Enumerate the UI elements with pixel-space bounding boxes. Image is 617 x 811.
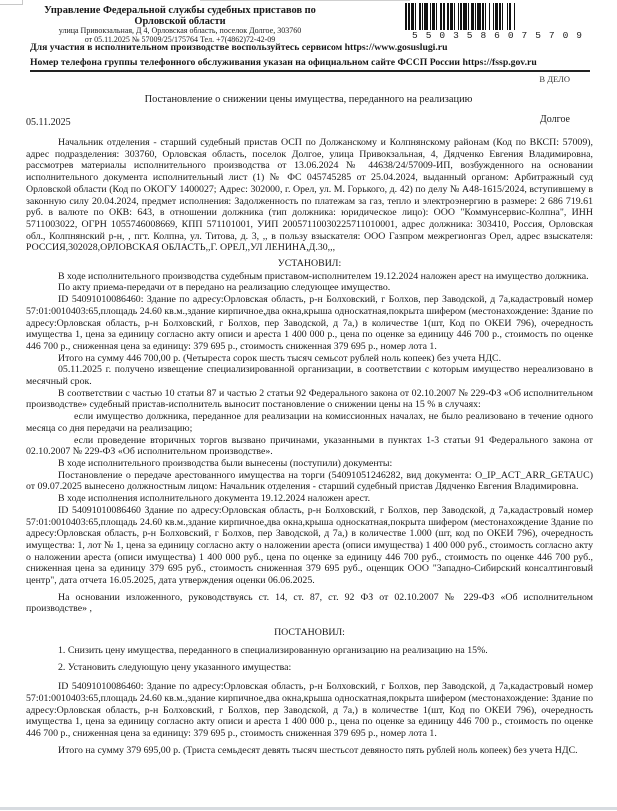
barcode-digit: 0 xyxy=(439,30,446,41)
barcode-digit: 8 xyxy=(480,30,487,41)
resolved-item: 2. Установить следующую цену указанного имущества: xyxy=(58,661,292,673)
organization-address: улица Привокзальная, Д 4, Орловская область, поселок Долгое, 303760 xyxy=(58,26,302,35)
established-paragraph: В ходе исполнительного производства были вынесены (поступили) документы: xyxy=(58,457,393,469)
letterhead xyxy=(30,5,330,44)
intro-paragraph: Начальник отделения - старший судебный пристав ОСП по Должанскому и Колпнянскому районам (Код по ВКСП: 57009), адрес подразделения: 303760, Орловская область, поселок Долгое, улица Привокзальная, 4, Дядченко Евгения Владимировна, рассмотрев материалы исполнительного производства от 13.06.2024 № 44638/24/57009-ИП, возбужденного на основании исполнительного документа исполнительный лист (1) № ФС 045745285 от 25.04.2024, выданный органом: Арбитражный суд Орловской области (Код по ОКОГУ 1400027; Адрес: 302000, г. Орел, ул. М. Горького, д. 42) по делу № А48-1615/2024, вступившему в законную силу 20.04.2024, предмет исполнения: Задолженность по платежам за газ, тепло и электроэнергию в размере: 2 686 719.61 руб. в валюте по ОКВ: 643, в отношении должника (тип должника: юридическое лицо): ООО "Коммунсервис-Колпна", ИНН 5711003022, ОГРН 1055746008669, КПП 571101001, УИП 20057110030225711010001, адрес должника: 303410, Россия, Орловская обл., Колпнянский р-н, , пгт. Колпна, ул. Титова, д. 3, ,, в пользу взыскателя: ООО Газпром межрегионгаз Орел, адрес взыскателя: РОССИЯ,302028,ОРЛОВСКАЯ ОБЛАСТЬ,,Г. ОРЕЛ,,УЛ ЛЕНИНА,Д.30,,, xyxy=(26,137,593,254)
established-paragraph: В ходе исполнительного производства судебным приставом-исполнителем 19.12.2024 наложен арест на имущество должника. xyxy=(58,270,589,282)
established-paragraph: ID 54091010086460: Здание по адресу:Орловская область, р-н Болховский, г Болхов, пер Заводской, д 7а,кадастровый номер 57:01:0010403:65,площадь 24.60 кв.м.,здание кирпичное,два окна,крыша односкатная,покрыта шифером (местонахождение: Здание по адресу:Орловская область, р-н Болховский, г Болхов, пер Заводской, д 7а,) в количестве 1(шт, Код по ОКЕИ 796), очередность имущества 1, цена за единицу согласно акту описи и ареста 1 400 000 р., цена по оценке за единицу 446 700 р., стоимость по оценке 446 700 р., сниженная цена за единицу: 379 695 р., стоимость сниженная 379 695 р., номер лота 1. xyxy=(26,294,593,352)
established-paragraph: ID 54091010086460 Здание по адресу:Орловская область, р-н Болховский, г Болхов, пер Заводской, д 7а,кадастровый номер 57:01:0010403:65,площадь 24.60 кв.м.,здание кирпичное,два окна,крыша односкатная,покрыта шифером (местонахождение Здание по адресу:Орловская область, р-н Болховский, г Болхов, пер Заводской, д 7а,) в количестве 1.000 (шт, код по ОКЕИ 796), очередность имущества: 1, лот № 1, цена за единицу согласно акту о наложении ареста (описи имущества) 1 400 000 руб., стоимость согласно акту о наложении ареста (описи имущества) 1 400 000 руб., цена по оценке за единицу 446 700 руб., стоимость по оценке 446 700 руб., сниженная цена за единицу 379 695 руб., стоимость сниженная 379 695 руб., оценщик ООО "Западно-Сибирский консалтинговый центр", дата отчета 16.05.2025, дата утверждения оценки 06.06.2025. xyxy=(26,504,593,587)
barcode-digit: 9 xyxy=(576,30,582,41)
scan-edge-line xyxy=(200,0,410,1)
scan-edge xyxy=(0,0,23,5)
established-paragraph: Итого на сумму 446 700,00 р. (Четыреста сорок шесть тысяч семьсот рублей ноль копеек) без учета НДС. xyxy=(58,352,502,364)
established-paragraph: если имущество должника, переданное для реализации на комиссионных началах, не было реализовано в течение одного месяца со дня передачи на реализацию; xyxy=(26,411,593,434)
document-place: Долгое xyxy=(539,114,570,125)
gosuslugi-notice: Для участия в исполнительном производстве воспользуйтесь сервисом https://www.gosuslugi.ru xyxy=(30,42,448,53)
established-paragraph: В ходе исполнения исполнительного документа 19.12.2024 наложен арест. xyxy=(58,493,371,505)
established-paragraph: В соответствии с частью 10 статьи 87 и частью 2 статьи 92 Федерального закона от 02.10.2007 № 229-ФЗ «Об исполнительном производстве» судебный пристав-исполнитель выносит постановление о снижении цены на 15 % в случаях: xyxy=(26,387,593,411)
barcode xyxy=(405,3,585,30)
barcode-digit: 7 xyxy=(548,30,555,41)
barcode-bar xyxy=(515,3,516,30)
organization-name: Управление Федеральной службы судебных приставов по Орловской области xyxy=(44,5,316,27)
barcode-digit: 5 xyxy=(466,30,473,41)
resolved-item: ID 54091010086460: Здание по адресу:Орловская область, р-н Болховский, г Болхов, пер Заводской, д 7а,кадастровый номер 57:01:0010403:65,площадь 24.60 кв.м.,здание кирпичное,два окна,крыша односкатная,покрыта шифером (местонахождение: Здание по адресу:Орловская область, р-н Болховский, г Болхов, пер Заводской, д 7а,) в количестве 1(шт, Код по ОКЕИ 796), очередность имущества 1, цена за единицу согласно акту описи и ареста 1 400 000 р., цена по оценке за единицу 446 700 р., стоимость по оценке 446 700 р., сниженная цена за единицу: 379 695 р., стоимость сниженная 379 695 р., номер лота 1. xyxy=(26,681,593,740)
established-paragraph: По акту приема-передачи от в передано на реализацию следующее имущество. xyxy=(58,282,391,294)
header-divider xyxy=(30,70,590,72)
established-paragraph: 05.11.2025 г. получено извещение специализированной организации, в соответствии с которым имущество нереализовано в месячный срок. xyxy=(26,364,593,388)
document-date: 05.11.2025 xyxy=(26,117,71,128)
document-title: Постановление о снижении цены имущества, переданного на реализацию xyxy=(144,94,473,105)
barcode-digit: 0 xyxy=(562,30,569,41)
barcode-digit: 0 xyxy=(507,30,514,41)
resolved-item: 1. Снизить цену имущества, переданного в специализированную организацию на реализацию на 15%. xyxy=(58,644,488,656)
barcode-digit: 5 xyxy=(425,30,432,41)
barcode-digit: 6 xyxy=(494,30,500,41)
document-reference: от 05.11.2025 № 57009/25/175764 Тел. +7(4862)72-42-09 xyxy=(84,34,276,44)
established-paragraph: Постановление о передаче арестованного имущества на торги (54091051246282, вид документа: O_IP_ACT_ARR_GETAUC) от 09.07.2025 вынесено должностным лицом: Начальник отделения - старший судебный пристав Дядченко Евгения Владимировна. xyxy=(26,469,593,493)
barcode-digit: 7 xyxy=(521,30,528,41)
established-heading: УСТАНОВИЛ: xyxy=(277,258,342,270)
barcode-digit: 3 xyxy=(453,30,459,41)
phone-notice: Номер телефона группы телефонного обслуживания указан на официальном сайте ФССП России https://fssp.gov.ru xyxy=(30,57,537,68)
document-body xyxy=(26,137,593,756)
established-paragraph: если проведение вторичных торгов вызвано причинами, указанными в пунктах 1-3 статьи 91 Федерального закона от 02.10.2007 № 229-ФЗ «Об исполнительном производстве». xyxy=(26,434,593,458)
barcode-digit: 5 xyxy=(535,30,541,41)
page-bottom-edge xyxy=(0,807,617,810)
established-paragraph: На основании изложенного, руководствуясь ст. 14, ст. 87, ст. 92 ФЗ от 02.10.2007 № 229-ФЗ «Об исполнительном производстве» , xyxy=(26,591,593,615)
barcode-digit: 5 xyxy=(412,30,418,41)
resolved-heading: ПОСТАНОВИЛ: xyxy=(274,627,345,639)
barcode-number xyxy=(412,30,582,41)
resolved-item: Итого на сумму 379 695,00 р. (Триста семьдесят девять тысяч шестьсот девяносто пять рублей ноль копеек) без учета НДС. xyxy=(58,744,578,756)
file-mark: В ДЕЛО xyxy=(539,74,570,84)
